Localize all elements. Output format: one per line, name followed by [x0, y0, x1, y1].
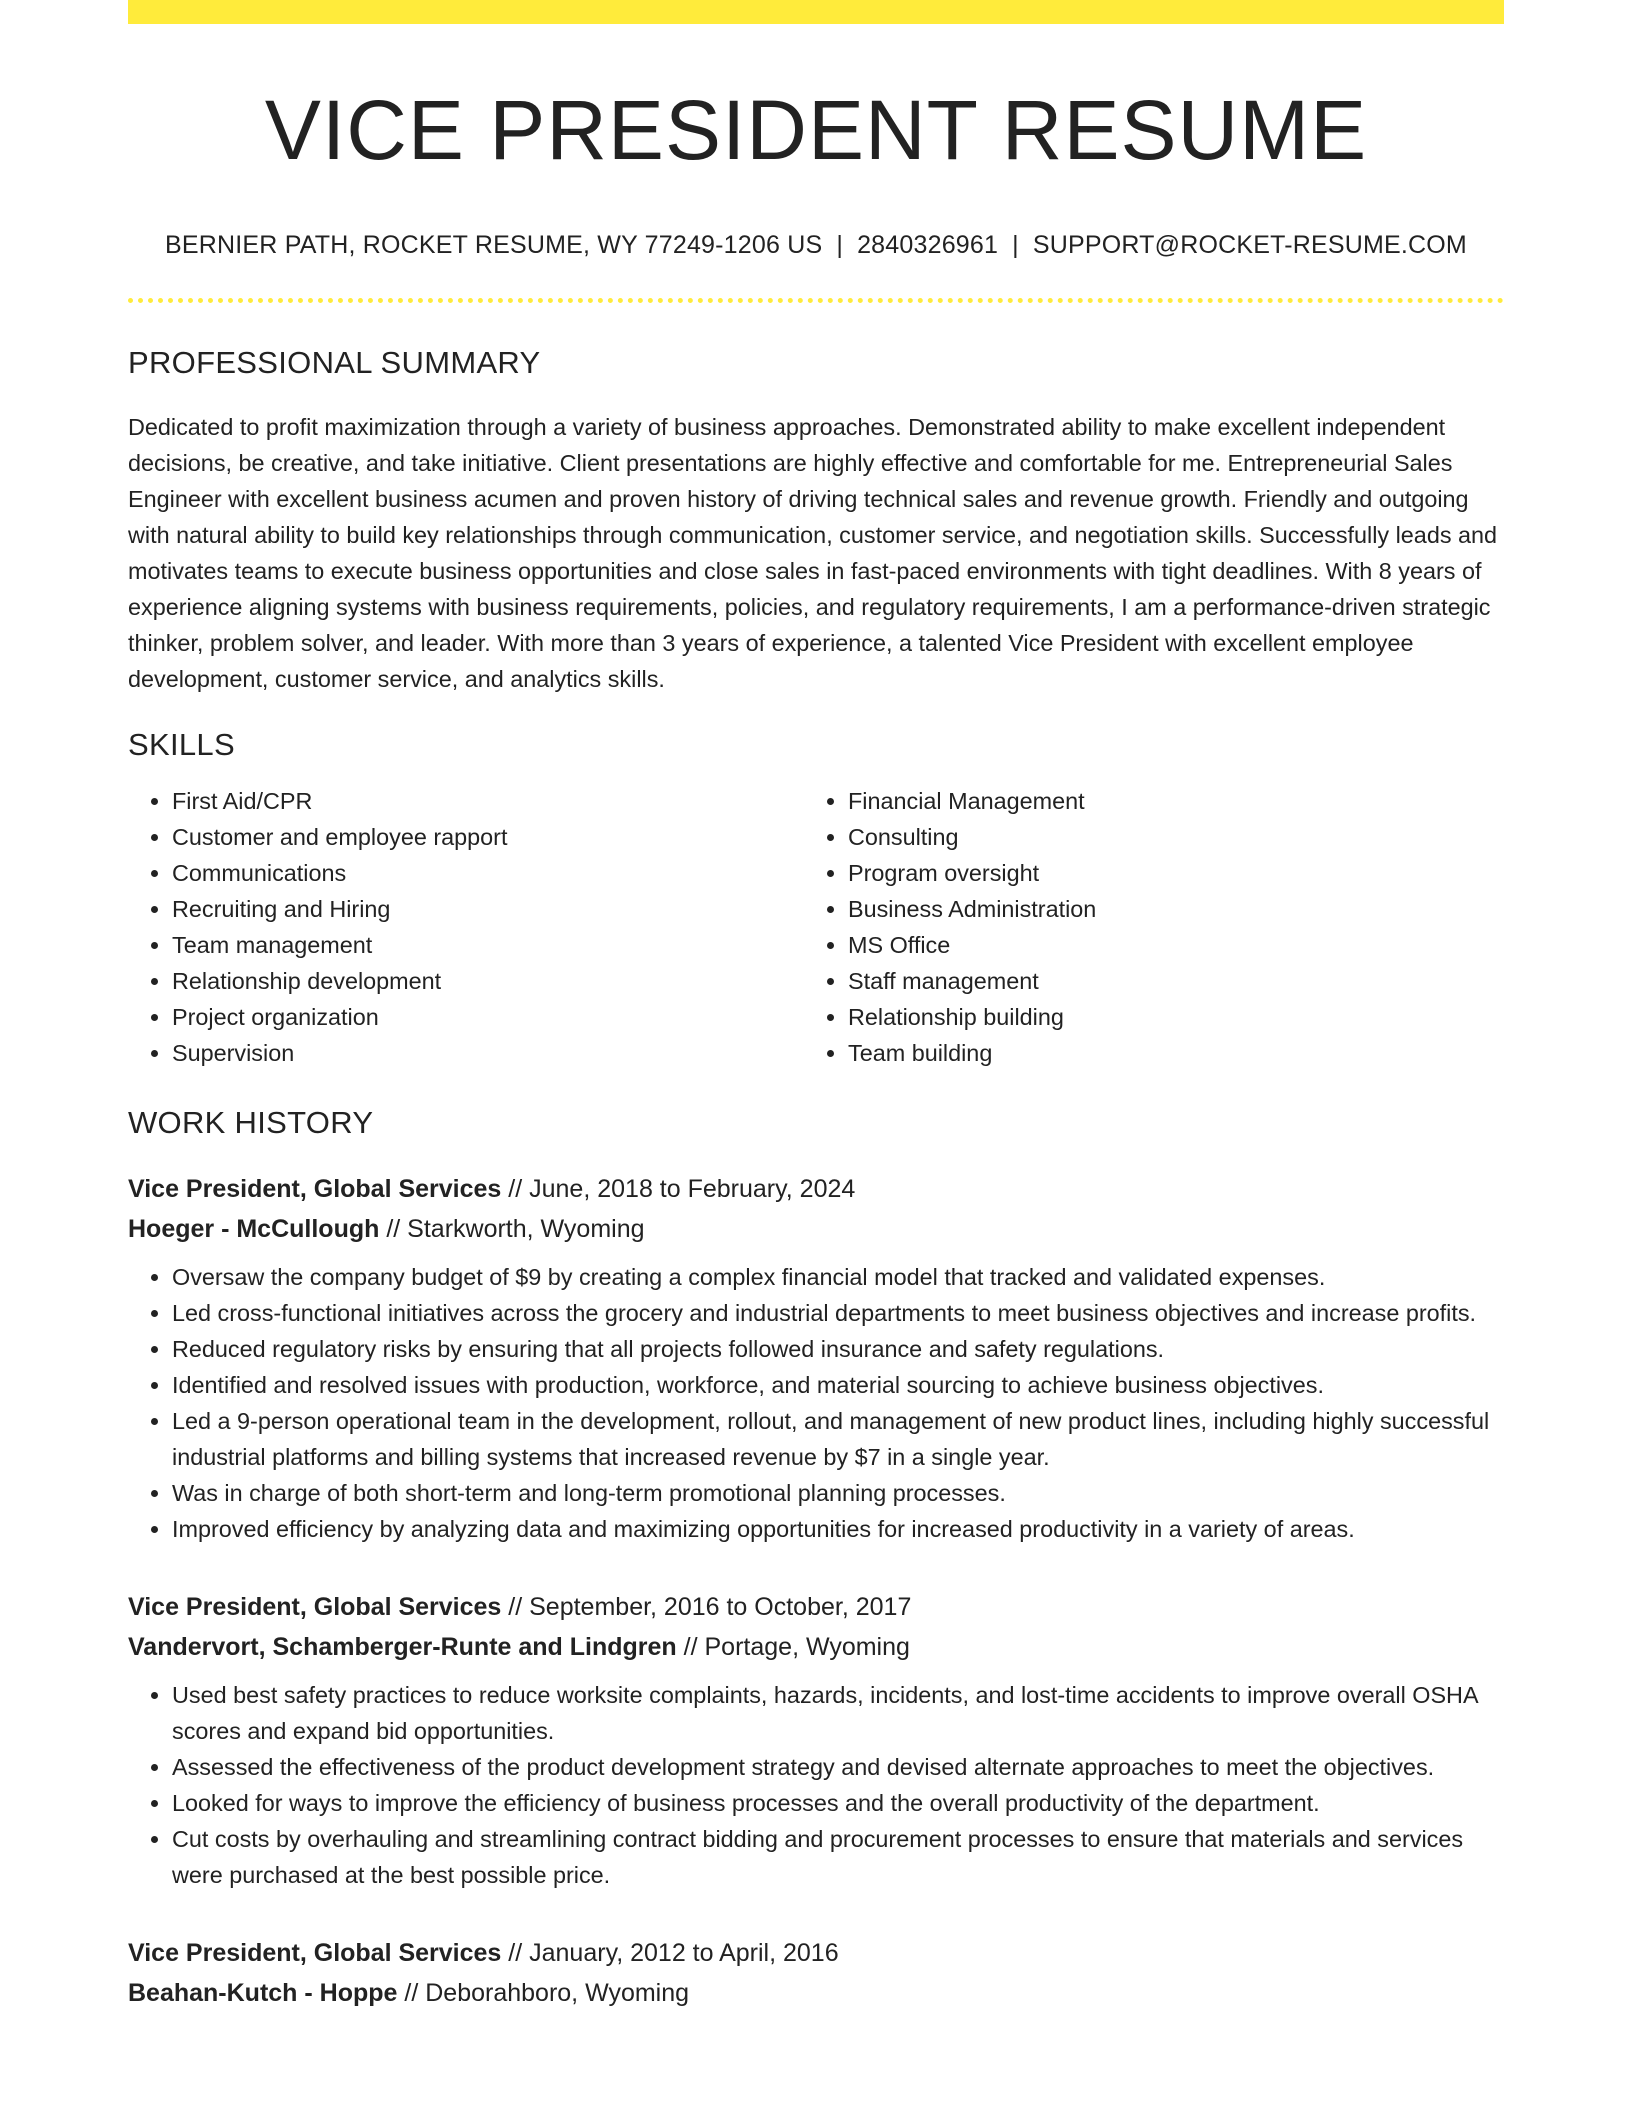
job-title-line: [128, 1169, 1504, 1209]
job-bullet: • Assessed the effectiveness of the product development strategy and devised alternate approaches to meet the objectives.: [172, 1749, 1504, 1785]
job-dates: // September, 2016 to October, 2017: [501, 1592, 912, 1621]
summary-heading: PROFESSIONAL SUMMARY: [128, 344, 541, 380]
skill-item: • Customer and employee rapport: [172, 819, 804, 855]
job-bullet: • Looked for ways to improve the efficiency of business processes and the overall productivity of the department.: [172, 1785, 1504, 1821]
skills-column-right: [804, 783, 1480, 1071]
dotted-divider: [128, 298, 1504, 303]
job-company-line: [128, 1973, 1504, 2013]
skill-item: • Team management: [172, 927, 804, 963]
job-dates: // June, 2018 to February, 2024: [501, 1174, 856, 1203]
email: SUPPORT@ROCKET-RESUME.COM: [1032, 230, 1467, 259]
job-bullet: • Was in charge of both short-term and long-term promotional planning processes.: [172, 1475, 1504, 1511]
job-location: // Deborahboro, Wyoming: [397, 1978, 690, 2007]
skill-item: • Program oversight: [848, 855, 1480, 891]
skill-item: • Team building: [848, 1035, 1480, 1071]
job-company: Vandervort, Schamberger-Runte and Lindgren: [128, 1632, 677, 1661]
job-company: Hoeger - McCullough: [128, 1214, 380, 1243]
job-title: Vice President, Global Services: [128, 1592, 502, 1621]
skill-item: • Relationship development: [172, 963, 804, 999]
separator: |: [1012, 230, 1019, 259]
job-company-line: [128, 1209, 1504, 1249]
job-dates: // January, 2012 to April, 2016: [501, 1938, 839, 1967]
job-title: Vice President, Global Services: [128, 1174, 502, 1203]
address: BERNIER PATH, ROCKET RESUME, WY 77249-1206 US: [165, 230, 823, 259]
skill-item: • Financial Management: [848, 783, 1480, 819]
phone: 2840326961: [857, 230, 999, 259]
job-bullet: • Cut costs by overhauling and streamlining contract bidding and procurement processes to ensure that materials and services were purchased at the best possible price.: [172, 1821, 1504, 1893]
contact-line: [128, 231, 1504, 260]
skills-heading: SKILLS: [128, 726, 235, 762]
job-company: Beahan-Kutch - Hoppe: [128, 1978, 398, 2007]
job-bullet: • Led a 9-person operational team in the development, rollout, and management of new product lines, including highly successful industrial platforms and billing systems that increased revenue by $7 in a single year.: [172, 1403, 1504, 1475]
skill-item: • Supervision: [172, 1035, 804, 1071]
resume-page: [128, 0, 1504, 2013]
job-entry: [128, 1587, 1504, 1893]
job-title-line: [128, 1933, 1504, 1973]
accent-bar: [128, 0, 1504, 24]
skills-list: [128, 783, 1504, 1071]
job-bullet: • Led cross-functional initiatives across the grocery and industrial departments to meet business objectives and increase profits.: [172, 1295, 1504, 1331]
job-location: // Portage, Wyoming: [676, 1632, 910, 1661]
job-title: Vice President, Global Services: [128, 1938, 502, 1967]
job-title-line: [128, 1587, 1504, 1627]
work-history-heading: WORK HISTORY: [128, 1104, 374, 1140]
skill-item: • Staff management: [848, 963, 1480, 999]
separator: |: [836, 230, 844, 259]
job-bullet: • Improved efficiency by analyzing data and maximizing opportunities for increased productivity in a variety of areas.: [172, 1511, 1504, 1547]
job-bullet: • Identified and resolved issues with production, workforce, and material sourcing to achieve business objectives.: [172, 1367, 1504, 1403]
skill-item: • Recruiting and Hiring: [172, 891, 804, 927]
skills-column-left: [128, 783, 804, 1071]
page-title: VICE PRESIDENT RESUME: [264, 83, 1368, 177]
job-company-line: [128, 1627, 1504, 1667]
job-entry: [128, 1933, 1504, 2013]
job-location: // Starkworth, Wyoming: [379, 1214, 645, 1243]
job-bullets: [128, 1259, 1504, 1547]
job-bullets: [128, 1677, 1504, 1893]
skill-item: • Project organization: [172, 999, 804, 1035]
job-bullet: • Oversaw the company budget of $9 by creating a complex financial model that tracked and validated expenses.: [172, 1259, 1504, 1295]
job-bullet: • Used best safety practices to reduce worksite complaints, hazards, incidents, and lost-time accidents to improve overall OSHA scores and expand bid opportunities.: [172, 1677, 1504, 1749]
skill-item: • First Aid/CPR: [172, 783, 804, 819]
skill-item: • Relationship building: [848, 999, 1480, 1035]
job-entry: [128, 1169, 1504, 1547]
skill-item: • Business Administration: [848, 891, 1480, 927]
summary-text: Dedicated to profit maximization through a variety of business approaches. Demonstrated ability to make excellent independent decisions, be creative, and take initiative. Client presentations are highly effective and comfortable for me. Entrepreneurial Sales Engineer with excellent business acumen and proven history of driving technical sales and revenue growth. Friendly and outgoing with natural ability to build key relationships through communication, customer service, and negotiation skills. Successfully leads and motivates teams to execute business opportunities and close sales in fast-paced environments with tight deadlines. With 8 years of experience aligning systems with business requirements, policies, and regulatory requirements, I am a performance-driven strategic thinker, problem solver, and leader. With more than 3 years of experience, a talented Vice President with excellent employee development, customer service, and analytics skills.: [128, 413, 1498, 692]
job-bullet: • Reduced regulatory risks by ensuring that all projects followed insurance and safety regulations.: [172, 1331, 1504, 1367]
skill-item: • Communications: [172, 855, 804, 891]
skill-item: • MS Office: [848, 927, 1480, 963]
skill-item: • Consulting: [848, 819, 1480, 855]
